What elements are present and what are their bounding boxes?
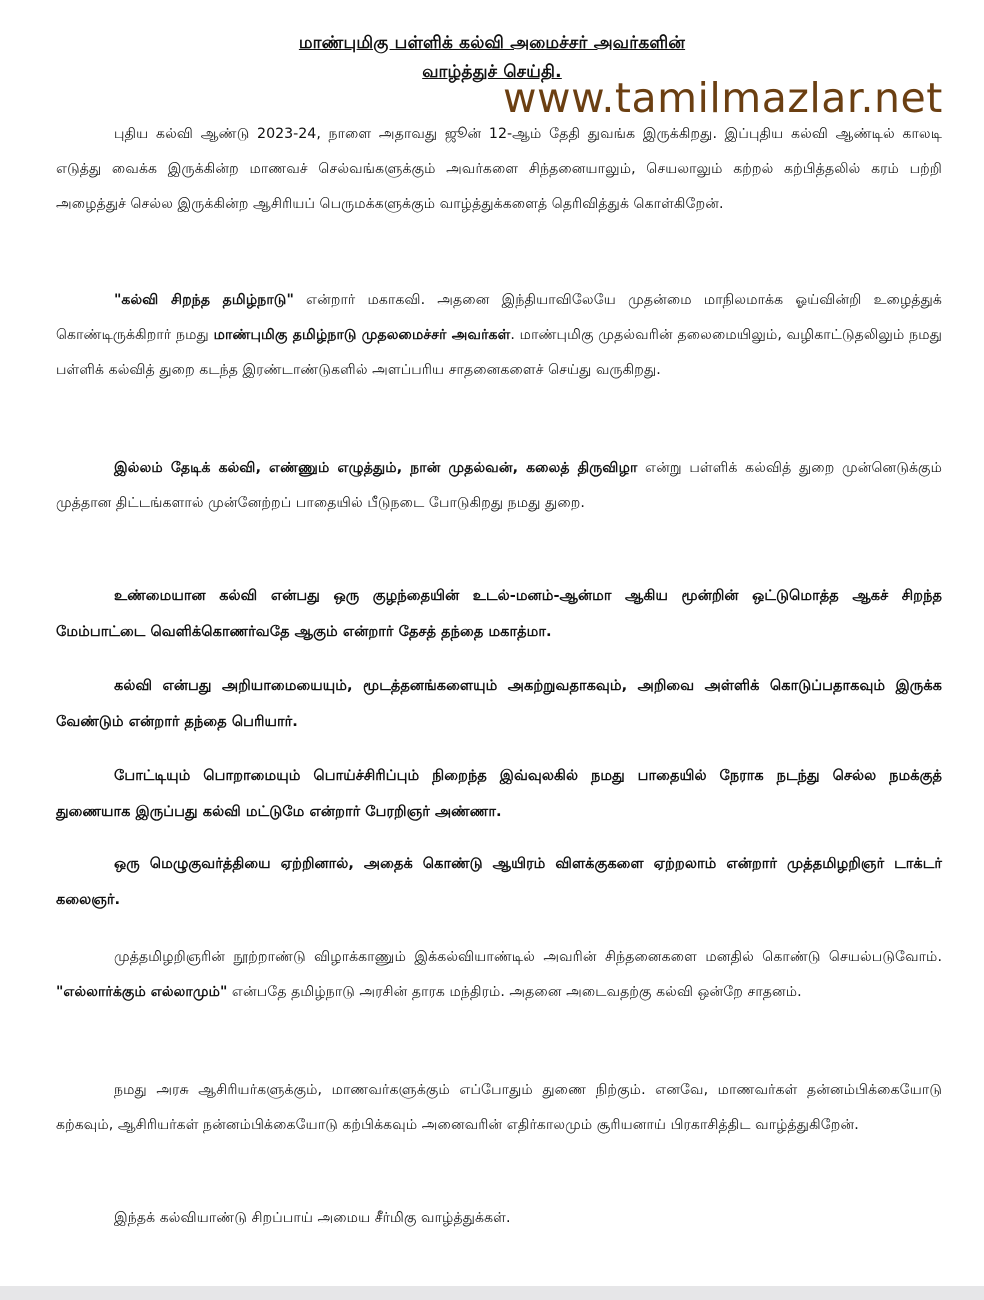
paragraph-text: என்பதே தமிழ்நாடு அரசின் தாரக மந்திரம். அதனை அடைவதற்கு கல்வி ஒன்றே சாதனம். <box>227 984 802 1000</box>
paragraph-centenary <box>56 940 942 1010</box>
quote-kalvi-sirandha-tamilnadu: "கல்வி சிறந்த தமிழ்நாடு" <box>114 292 294 308</box>
paragraph-text: முத்தமிழறிஞரின் நூற்றாண்டு விழாக்காணும் இக்கல்வியாண்டில் அவரின் சிந்தனைகளை மனதில் கொண்டு செயல்படுவோம். <box>114 949 942 965</box>
chief-minister-mention: மாண்புமிகு தமிழ்நாடு முதலமைச்சர் அவர்கள் <box>213 327 511 343</box>
paragraph-kalvi-sirandha-tamilnadu <box>56 283 942 388</box>
schemes-list: இல்லம் தேடிக் கல்வி, எண்ணும் எழுத்தும், நான் முதல்வன், கலைத் திருவிழா <box>114 460 638 476</box>
paragraph-closing-wishes: இந்தக் கல்வியாண்டு சிறப்பாய் அமைய சீர்மிகு வாழ்த்துக்கள். <box>114 1210 511 1226</box>
paragraph-text: என்று பள்ளிக் கல்வித் துறை முன்னெடுக்கும் முத்தான திட்டங்களால் முன்னேற்றப் பாதையில் பீடுநடை போடுகிறது நமது துறை. <box>56 460 942 511</box>
paragraph-periyar-quote: கல்வி என்பது அறியாமையையும், மூடத்தனங்களையும் அகற்றுவதாகவும், அறிவை அள்ளிக் கொடுப்பதாகவும் இருக்க வேண்டும் என்றார் தந்தை பெரியார். <box>56 677 942 730</box>
paragraph-text: என்றார் மகாகவி. அதனை இந்தியாவிலேயே முதன்மை மாநிலமாக்க ஓய்வின்றி உழைத்துக் கொண்டிருக்கிறார் நமது <box>56 292 942 343</box>
paragraph-schemes <box>56 451 942 521</box>
paragraph-anna-quote: போட்டியும் பொறாமையும் பொய்ச்சிரிப்பும் நிறைந்த இவ்வுலகில் நமது பாதையில் நேராக நடந்து செல்ல நமக்குத் துணையாக இருப்பது கல்வி மட்டுமே என்றார் பேரறிஞர் அண்ணா. <box>56 767 942 820</box>
paragraph-kalaignar-quote: ஒரு மெழுகுவர்த்தியை ஏற்றினால், அதைக் கொண்டு ஆயிரம் விளக்குகளை ஏற்றலாம் என்றார் முத்தமிழறிஞர் டாக்டர் கலைஞர். <box>56 855 942 908</box>
paragraph-text: . மாண்புமிகு முதல்வரின் தலைமையிலும், வழிகாட்டுதலிலும் நமது பள்ளிக் கல்வித் துறை கடந்த இரண்டாண்டுகளில் அளப்பரிய சாதனைகளைச் செய்து வருகிறது. <box>56 327 943 378</box>
paragraph-new-academic-year: புதிய கல்வி ஆண்டு 2023-24, நாளை அதாவது ஜூன் 12-ஆம் தேதி துவங்க இருக்கிறது. இப்புதிய கல்வி ஆண்டில் காலடி எடுத்து வைக்க இருக்கின்ற மாணவச் செல்வங்களுக்கும் அவர்களை சிந்தனையாலும், செயலாலும் கற்றல் கற்பித்தலில் கரம் பற்றி அழைத்துச் செல்ல இருக்கின்ற ஆசிரியப் பெருமக்களுக்கும் வாழ்த்துக்களைத் தெரிவித்துக் கொள்கிறேன். <box>56 126 942 212</box>
website-watermark: www.tamilmazlar.net <box>503 74 943 122</box>
document-title-line1: மாண்புமிகு பள்ளிக் கல்வி அமைச்சர் அவர்களின் <box>298 33 686 53</box>
paragraph-government-support: நமது அரசு ஆசிரியர்களுக்கும், மாணவர்களுக்கும் எப்போதும் துணை நிற்கும். எனவே, மாணவர்கள் தன்னம்பிக்கையோடு கற்கவும், ஆசிரியர்கள் நன்னம்பிக்கையோடு கற்பிக்கவும் அனைவரின் எதிர்காலமும் சூரியனாய் பிரகாசித்திட வாழ்த்துகிறேன். <box>56 1082 942 1133</box>
document-title-line2: வாழ்த்துச் செய்தி. <box>422 62 562 82</box>
bottom-margin-strip <box>0 1286 984 1300</box>
quote-ellarkkum-ellamum: "எல்லார்க்கும் எல்லாமும்" <box>56 984 228 1000</box>
paragraph-mahatma-quote: உண்மையான கல்வி என்பது ஒரு குழந்தையின் உடல்-மனம்-ஆன்மா ஆகிய மூன்றின் ஒட்டுமொத்த ஆகச் சிறந்த மேம்பாட்டை வெளிக்கொணர்வதே ஆகும் என்றார் தேசத் தந்தை மகாத்மா. <box>56 587 942 640</box>
